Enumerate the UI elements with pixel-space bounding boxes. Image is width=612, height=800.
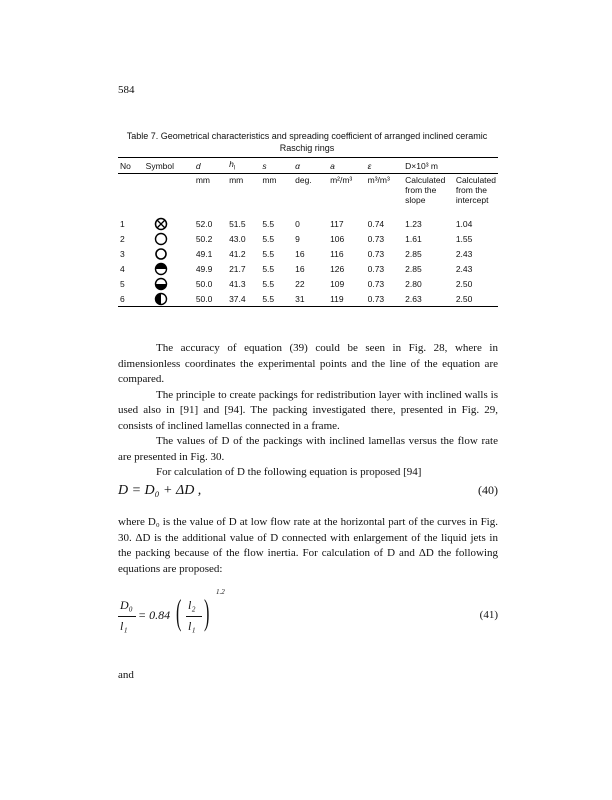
table-caption: [118, 130, 496, 154]
cell-d: 49.1: [195, 248, 213, 259]
cell-intercept: 2.43: [455, 248, 473, 259]
cell-eps: 0.73: [367, 248, 385, 259]
cell-d: 52.0: [195, 218, 213, 229]
cell-alpha: 31: [293, 291, 328, 307]
cell-intercept: 1.55: [455, 233, 473, 244]
cell-symbol: [144, 261, 194, 276]
unit-s: mm: [262, 175, 277, 185]
cell-h: 41.3: [229, 278, 246, 289]
col-D: D×10³ m: [403, 158, 498, 174]
cell-slope: 2.85: [405, 263, 422, 274]
unit-h: mm: [229, 175, 244, 185]
cell-no: 2: [120, 233, 125, 244]
table-row: [118, 291, 498, 307]
unit-alpha: deg.: [295, 175, 312, 185]
col-alpha: α: [293, 158, 328, 174]
cell-eps: 0.73: [366, 291, 404, 307]
eq41-frac-bar: [186, 616, 202, 617]
body-paragraphs: [118, 341, 498, 481]
cell-symbol: [144, 231, 194, 246]
cell-h: 41.2: [229, 248, 246, 259]
cell-slope: 1.61: [405, 233, 422, 244]
cell-s: 5.5: [262, 278, 275, 289]
circle-top-half-symbol-icon: [154, 262, 168, 276]
col-d: d: [194, 158, 227, 174]
paragraph-principle: The principle to create packings for redistribution layer with inclined walls is used also in [91] and [94]. The packing investigated there, presented in Fig. 29, consists of inclined lamellas connected in a frame.: [118, 388, 498, 432]
circle-x-symbol-icon: [154, 217, 168, 231]
unit-a: m²/m³: [330, 175, 353, 185]
col-symbol: Symbol: [144, 158, 194, 174]
table-7: [118, 157, 498, 307]
cell-alpha: 16: [295, 263, 305, 274]
cell-intercept: 2.43: [455, 263, 473, 274]
cell-h: 51.5: [229, 218, 246, 229]
cell-d: 50.0: [194, 291, 227, 307]
cell-d: 50.2: [195, 233, 213, 244]
circle-left-half-symbol-icon: [154, 292, 168, 306]
cell-intercept: 1.04: [455, 218, 473, 229]
paragraph-values: The values of D of the packings with inclined lamellas versus the flow rate are presented in Fig. 30.: [118, 435, 498, 463]
cell-s: 5.5: [262, 248, 275, 259]
table-row: [118, 276, 498, 291]
cell-d: 50.0: [195, 278, 213, 289]
cell-d: 49.9: [195, 263, 213, 274]
cell-a: 109: [330, 278, 345, 289]
col-eps: ε: [366, 158, 404, 174]
cell-h: 37.4: [227, 291, 260, 307]
eq41-lhs-bar: [118, 616, 136, 617]
cell-eps: 0.73: [367, 278, 385, 289]
cell-s: 5.5: [262, 218, 275, 229]
cell-symbol: [144, 246, 194, 261]
eq41-frac-den: l₁: [188, 619, 196, 633]
table-caption-line1: Table 7. Geometrical characteristics and spreading coefficient of arranged inclined ceramic: [126, 131, 488, 141]
cell-alpha: 9: [295, 233, 300, 244]
eq41-power: 1.2: [216, 588, 225, 596]
eq41-left-paren: (: [176, 592, 182, 632]
cell-slope: 1.23: [405, 218, 422, 229]
cell-symbol: [144, 216, 194, 231]
cell-symbol: [144, 276, 194, 291]
cell-eps: 0.73: [367, 233, 385, 244]
cell-intercept: 2.50: [454, 291, 498, 307]
cell-no: 6: [118, 291, 144, 307]
paragraph-calculation: For calculation of D the following equation is proposed [94]: [156, 466, 422, 478]
equation-40: [118, 483, 498, 499]
eq41-coef: = 0.84: [138, 608, 171, 622]
cell-h: 21.7: [229, 263, 246, 274]
table-row: [118, 261, 498, 276]
cell-eps: 0.73: [367, 263, 385, 274]
cell-symbol: [144, 291, 194, 307]
cell-s: 5.5: [262, 263, 275, 274]
unit-slope: Calculated from the slope: [405, 175, 446, 205]
equation-41-formula: [118, 588, 268, 652]
cell-slope: 2.80: [405, 278, 422, 289]
where-paragraph: where D₀ is the value of D at low flow rate at the horizontal part of the curves in Fig. 30. ΔD is the additional value of D connected with enlargement of the liquid jets in the packing because of the flow inertia. For calculation of D and ΔD the following equations are proposed:: [118, 516, 498, 575]
table-caption-line2: Raschig rings: [279, 143, 335, 153]
equation-40-text: D = D₀ + ΔD ,: [118, 483, 202, 498]
col-h: $h_l$: [227, 158, 260, 174]
table-row: [118, 216, 498, 231]
equation-41: [118, 588, 498, 652]
unit-intercept: Calculated from the intercept: [455, 175, 496, 205]
cell-alpha: 16: [295, 248, 305, 259]
table-row: [118, 246, 498, 261]
cell-a: 126: [330, 263, 345, 274]
cell-no: 1: [120, 218, 125, 229]
cell-a: 116: [330, 248, 344, 259]
cell-a: 106: [330, 233, 345, 244]
cell-eps: 0.74: [367, 218, 385, 229]
cell-slope: 2.85: [405, 248, 422, 259]
cell-a: 119: [328, 291, 366, 307]
page-number: 584: [118, 84, 135, 96]
cell-alpha: 0: [295, 218, 300, 229]
cell-a: 117: [330, 218, 344, 229]
table-row: [118, 231, 498, 246]
cell-slope: 2.63: [403, 291, 454, 307]
unit-eps: m³/m³: [367, 175, 390, 185]
circle-bottom-half-symbol-icon: [154, 277, 168, 291]
eq41-frac-num: l₂: [188, 598, 196, 612]
paragraph-accuracy: The accuracy of equation (39) could be seen in Fig. 28, where in dimensionless coordinates the experimental points and the line of the equation are compared.: [118, 342, 498, 385]
cell-h: 43.0: [229, 233, 246, 244]
eq41-right-paren: ): [204, 592, 210, 632]
table-header-row: [118, 158, 498, 174]
cell-alpha: 22: [295, 278, 305, 289]
circle-open-symbol-icon: [154, 232, 168, 246]
closing-word: and: [118, 669, 134, 681]
col-no: No: [118, 158, 144, 174]
cell-no: 3: [120, 248, 125, 259]
eq41-lhs-num: D₀: [120, 598, 133, 612]
equation-41-number: (41): [479, 609, 498, 621]
cell-s: 5.5: [262, 233, 275, 244]
cell-no: 4: [120, 263, 125, 274]
table-units-row: [118, 174, 498, 217]
cell-no: 5: [120, 278, 125, 289]
col-a: a: [328, 158, 366, 174]
col-s: s: [260, 158, 293, 174]
eq41-lhs-den: l₁: [120, 619, 128, 633]
equation-40-number: (40): [478, 483, 498, 497]
circle-open-small-symbol-icon: [154, 247, 168, 261]
cell-s: 5.5: [260, 291, 293, 307]
cell-intercept: 2.50: [455, 278, 473, 289]
unit-d: mm: [195, 175, 210, 185]
